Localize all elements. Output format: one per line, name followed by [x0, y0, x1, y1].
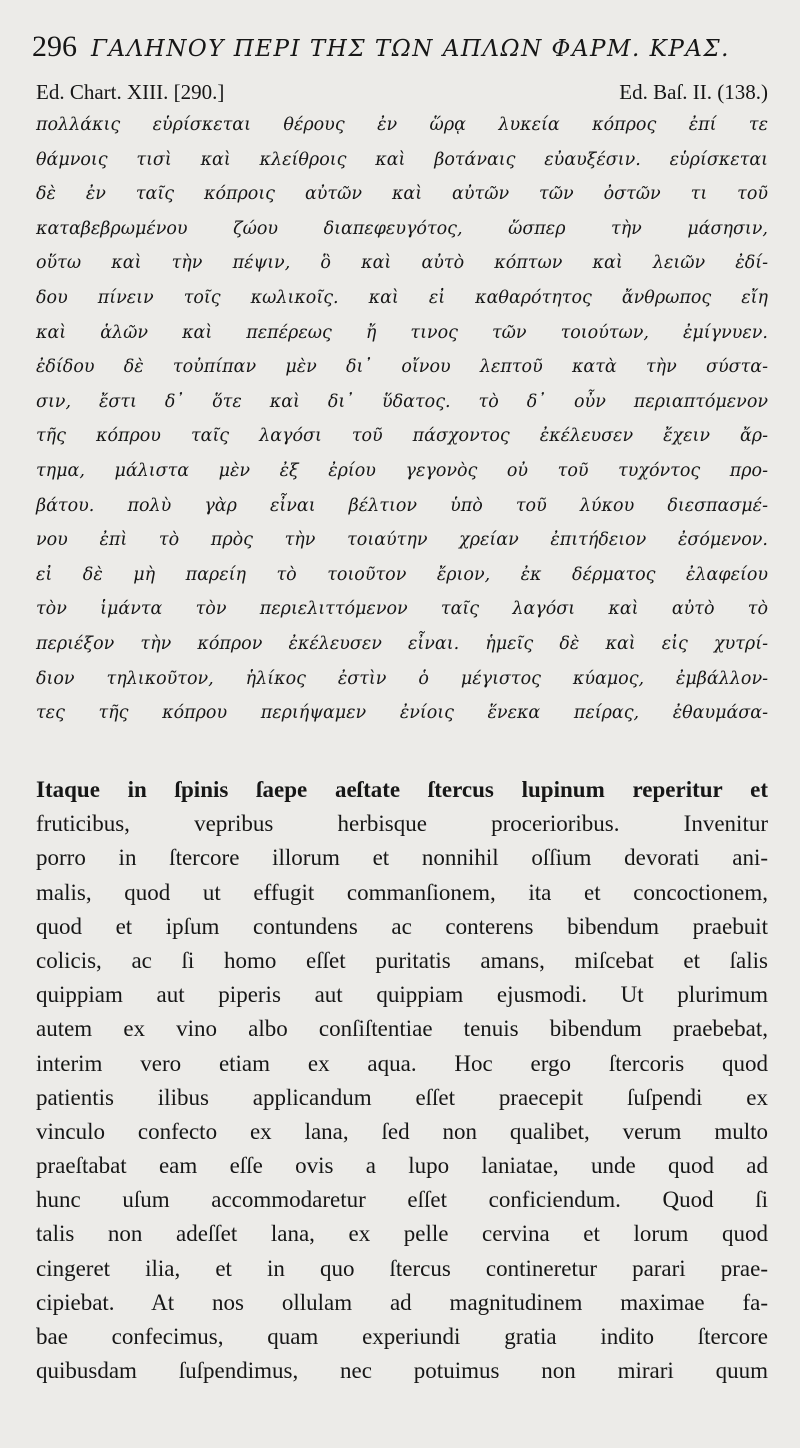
- latin-text-line: colicis, ac ſi homo eſſet puritatis amans, miſcebat et ſalis: [36, 947, 768, 973]
- greek-text-line: σιν, ἔστι δ᾽ ὅτε καὶ δι᾽ ὕδατος. τὸ δ᾽ οὖν περιαπτόμενον: [36, 391, 768, 412]
- greek-text-line: διον τηλικοῦτον, ἡλίκος ἐστὶν ὁ μέγιστος κύαμος, ἐμβάλλον-: [36, 668, 768, 689]
- greek-text-line: θάμνοις τισὶ καὶ κλείθροις καὶ βοτάναις εὐαυξέσιν. εὑρίσκεται: [36, 149, 768, 170]
- greek-text-line: εἰ δὲ μὴ παρείη τὸ τοιοῦτον ἔριον, ἐκ δέρματος ἐλαφείου: [36, 564, 768, 585]
- page-number: 296: [32, 30, 77, 63]
- latin-text-line: porro in ſtercore illorum et nonnihil oſſium devorati ani-: [36, 845, 768, 871]
- greek-text-line: τὸν ἱμάντα τὸν περιελιττόμενον ταῖς λαγόσι καὶ αὐτὸ τὸ: [36, 599, 768, 620]
- latin-text-line: vinculo confecto ex lana, ſed non qualibet, verum multo: [36, 1118, 768, 1144]
- greek-text-line: νου ἐπὶ τὸ πρὸς τὴν τοιαύτην χρείαν ἐπιτήδειον ἐσόμενον.: [36, 530, 768, 551]
- greek-text-line: καταβεβρωμένου ζώου διαπεφευγότος, ὥσπερ τὴν μάσησιν,: [36, 218, 768, 239]
- latin-text-line: praeſtabat eam eſſe ovis a lupo laniatae, unde quod ad: [36, 1153, 768, 1179]
- latin-text-line: hunc uſum accommodaretur eſſet conficiendum. Quod ſi: [36, 1187, 768, 1213]
- latin-text-block: [36, 773, 768, 1388]
- greek-text-line: περιέξον τὴν κόπρον ἐκέλευσεν εἶναι. ἡμεῖς δὲ καὶ εἰς χυτρί-: [36, 633, 768, 654]
- greek-text-line: δου πίνειν τοῖς κωλικοῖς. καὶ εἰ καθαρότητος ἄνθρωπος εἴη: [36, 287, 768, 308]
- greek-text-line: οὕτω καὶ τὴν πέψιν, ὃ καὶ αὐτὸ κόπτων καὶ λειῶν ἐδί-: [36, 253, 768, 274]
- greek-text-line: τες τῆς κόπρου περιήψαμεν ἐνίοις ἕνεκα πείρας, ἐθαυμάσα-: [36, 703, 768, 724]
- greek-text-line: πολλάκις εὑρίσκεται θέρους ἐν ὥρᾳ λυκεία κόπρος ἐπί τε: [36, 115, 768, 135]
- latin-text-line: bae confecimus, quam experiundi gratia indito ſtercore: [36, 1324, 768, 1349]
- greek-text-line: ἐδίδου δὲ τοὐπίπαν μὲν δι᾽ οἴνου λεπτοῦ κατὰ τὴν σύστα-: [36, 357, 768, 378]
- latin-text-line: autem ex vino albo conſiſtentiae tenuis bibendum praebebat,: [36, 1016, 768, 1042]
- latin-text-line: cingeret ilia, et in quo ſtercus contineretur parari prae-: [36, 1255, 768, 1281]
- edition-right: Ed. Baſ. II. (138.): [619, 80, 768, 104]
- latin-text-line: Itaque in ſpinis ſaepe aeſtate ſtercus lupinum reperitur et: [36, 777, 768, 802]
- latin-text-line: interim vero etiam ex aqua. Hoc ergo ſtercoris quod: [36, 1050, 768, 1076]
- latin-text-line: malis, quod ut effugit commanſionem, ita et concoctionem,: [36, 879, 768, 905]
- running-title: ΓΑΛΗΝΟΥ ΠΕΡΙ ΤΗΣ ΤΩΝ ΑΠΛΩΝ ΦΑΡΜ. ΚΡΑΣ.: [91, 36, 730, 62]
- edition-references: [36, 80, 768, 105]
- latin-text-line: quod et ipſum contundens ac conterens bibendum praebuit: [36, 913, 768, 939]
- greek-text-block: [36, 108, 768, 731]
- running-header: [32, 30, 772, 70]
- greek-text-line: καὶ ἁλῶν καὶ πεπέρεως ἤ τινος τῶν τοιούτων, ἐμίγνυεν.: [36, 322, 768, 343]
- greek-text-line: βάτου. πολὺ γὰρ εἶναι βέλτιον ὑπὸ τοῦ λύκου διεσπασμέ-: [36, 495, 768, 516]
- edition-left: Ed. Chart. XIII. [290.]: [36, 80, 225, 104]
- latin-text-line: quibusdam ſuſpendimus, nec potuimus non mirari quum: [36, 1358, 768, 1384]
- latin-text-line: quippiam aut piperis aut quippiam ejusmodi. Ut plurimum: [36, 982, 768, 1008]
- latin-text-line: talis non adeſſet lana, ex pelle cervina et lorum quod: [36, 1221, 768, 1247]
- latin-text-line: fruticibus, vepribus herbisque procerioribus. Invenitur: [36, 811, 768, 837]
- latin-text-line: cipiebat. At nos ollulam ad magnitudinem maximae fa-: [36, 1289, 768, 1315]
- greek-text-line: τημα, μάλιστα μὲν ἐξ ἐρίου γεγονὸς οὐ τοῦ τυχόντος προ-: [36, 460, 768, 481]
- latin-text-line: patientis ilibus applicandum eſſet praecepit ſuſpendi ex: [36, 1084, 768, 1110]
- greek-text-line: τῆς κόπρου ταῖς λαγόσι τοῦ πάσχοντος ἐκέλευσεν ἔχειν ἄρ-: [36, 426, 768, 447]
- greek-text-line: δὲ ἐν ταῖς κόπροις αὐτῶν καὶ αὐτῶν τῶν ὀστῶν τι τοῦ: [36, 184, 768, 205]
